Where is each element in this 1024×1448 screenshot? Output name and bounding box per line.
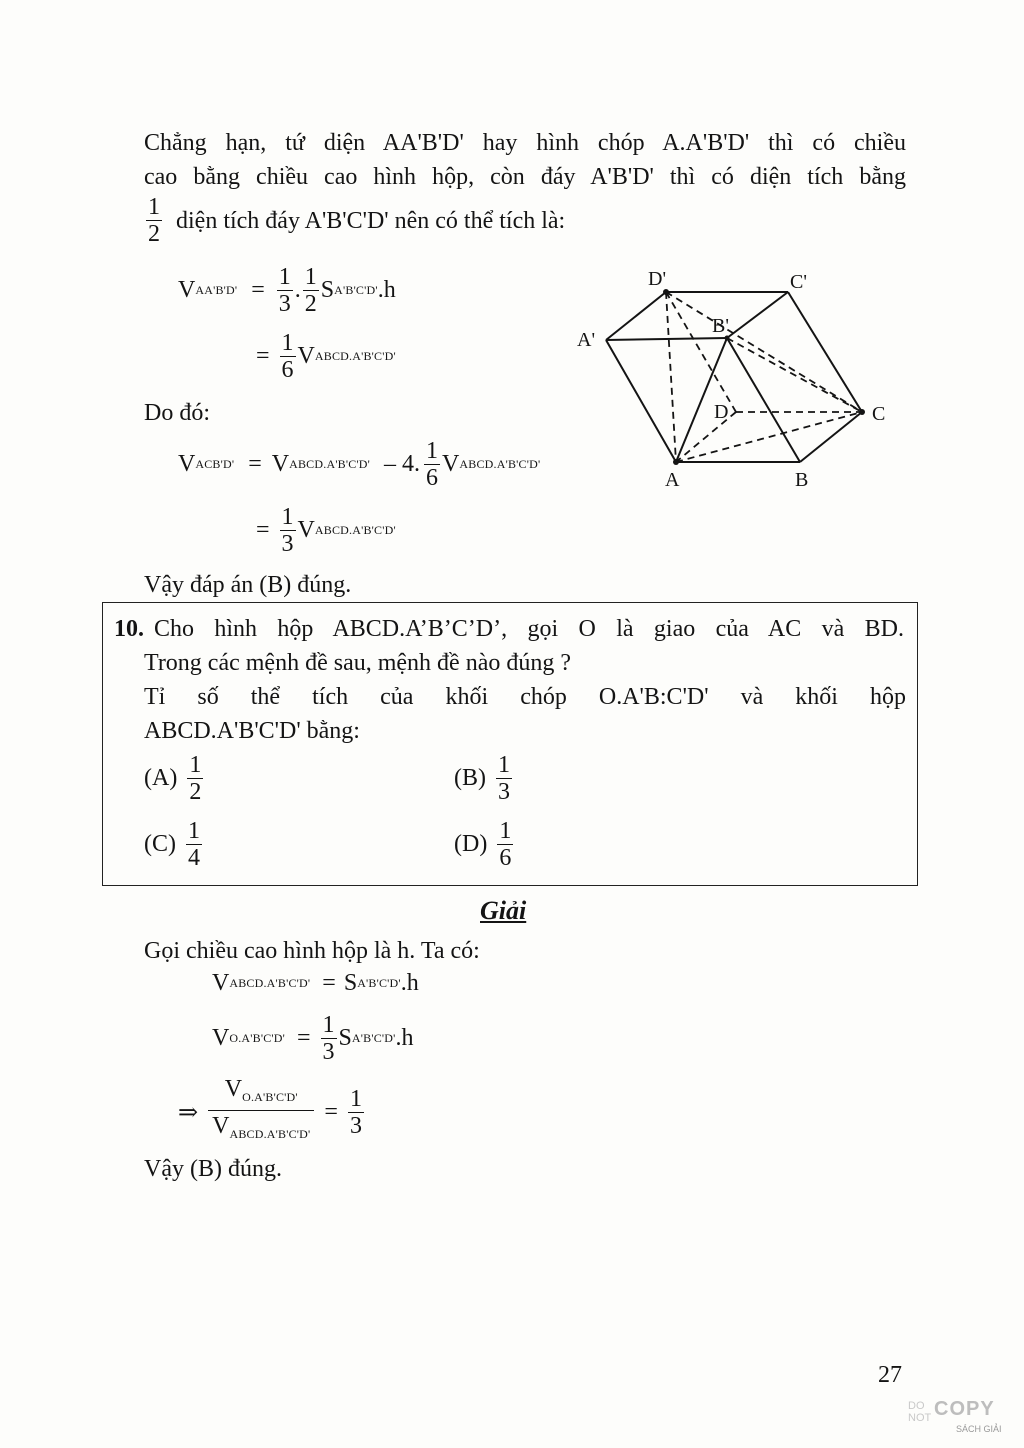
problem-line-4: ABCD.A'B'C'D' bằng:	[144, 718, 360, 744]
option-c: (C) $\frac{1}{4}$	[144, 818, 200, 871]
edge-dp-ap	[606, 292, 666, 340]
intro-line-2: cao bằng chiều cao hình hộp, còn đáy A'B'D' thì có diện tích bằng	[144, 164, 906, 190]
fraction-half: $\frac{1}{2}$	[148, 194, 160, 247]
edge-bp-cp	[727, 292, 788, 338]
solution-heading: Giải	[480, 896, 527, 925]
option-a: (A) $\frac{1}{2}$	[144, 752, 202, 805]
solution-step-2: V O.A'B'C'D' = $\frac{1}{3}$ S A'B'C'D' .h	[212, 1012, 414, 1065]
intro-line-3	[144, 194, 565, 247]
solution-conclusion: Vậy (B) đúng.	[144, 1156, 282, 1182]
label-bp: B'	[712, 315, 729, 337]
solution-intro: Gọi chiều cao hình hộp là h. Ta có:	[144, 938, 480, 964]
intro-line-3-text: diện tích đáy A'B'C'D' nên có thể tích là:	[176, 207, 566, 234]
edge-a-c	[676, 412, 862, 462]
parallelepiped-figure	[560, 256, 900, 496]
label-cp: C'	[790, 271, 807, 293]
edge-dp-d	[666, 292, 736, 412]
edge-bp-b	[727, 338, 800, 462]
problem-line-2: Trong các mệnh đề sau, mệnh đề nào đúng ?	[144, 650, 572, 676]
option-b: (B) $\frac{1}{3}$	[454, 752, 510, 805]
intro-line-1: Chẳng hạn, tứ diện AA'B'D' hay hình chóp A.A'B'D' thì có chiều	[144, 130, 906, 156]
solution-step-1: V ABCD.A'B'C'D' = S A'B'C'D' .h	[212, 970, 419, 996]
problem-line-3: Tỉ số thể tích của khối chóp O.A'B:C'D' và khối hộp	[144, 684, 906, 710]
watermark-brand: SÁCH GIẢI	[956, 1424, 1002, 1434]
label-c: C	[872, 403, 886, 425]
option-d: (D) $\frac{1}{6}$	[454, 818, 512, 871]
edge-bp-a	[676, 338, 727, 462]
edge-dp-a	[666, 292, 676, 462]
label-b: B	[795, 469, 809, 491]
label-dp: D'	[648, 268, 667, 290]
label-a: A	[665, 469, 680, 491]
solution-step-3: ⇒ $\frac{V_{O.A'B'C'D'}}{V_{ABCD.A'B'C'D'}}$ = $\frac{1}{3}$	[178, 1076, 362, 1141]
vertex-c	[859, 409, 865, 415]
problem-line-1	[114, 612, 904, 646]
equation-v-acbd: V ACB'D' = V ABCD.A'B'C'D' – 4. $\frac{1}{6}$ V ABCD.A'B'C'D'	[178, 438, 541, 491]
watermark-logo	[906, 1398, 1016, 1442]
edge-bp-c	[727, 338, 862, 412]
label-ap: A'	[577, 329, 596, 351]
equation-v-acbd-result: = $\frac{1}{3}$ V ABCD.A'B'C'D'	[256, 504, 396, 557]
edge-ap-bp	[606, 338, 727, 340]
label-d: D	[714, 401, 729, 423]
edge-ap-a	[606, 340, 676, 462]
page-number: 27	[878, 1362, 902, 1388]
watermark-not: NOT	[908, 1412, 932, 1424]
conclusion-answer-b: Vậy đáp án (B) đúng.	[144, 572, 352, 598]
problem-number: 10.	[114, 616, 144, 642]
equation-v-aabd: V AA'B'D' = $\frac{1}{3}$ . $\frac{1}{2}$ S A'B'C'D' .h	[178, 264, 396, 317]
watermark-do: DO	[908, 1400, 925, 1412]
do-do-label: Do đó:	[144, 400, 210, 426]
watermark-copy: COPY	[934, 1398, 995, 1420]
vertex-a	[673, 459, 679, 465]
equation-v-aabd-result: = $\frac{1}{6}$ V ABCD.A'B'C'D'	[256, 330, 396, 383]
edge-cp-c	[788, 292, 862, 412]
problem-line-1-text: Cho hình hộp ABCD.A’B’C’D’, gọi O là giao của AC và BD.	[154, 616, 904, 642]
